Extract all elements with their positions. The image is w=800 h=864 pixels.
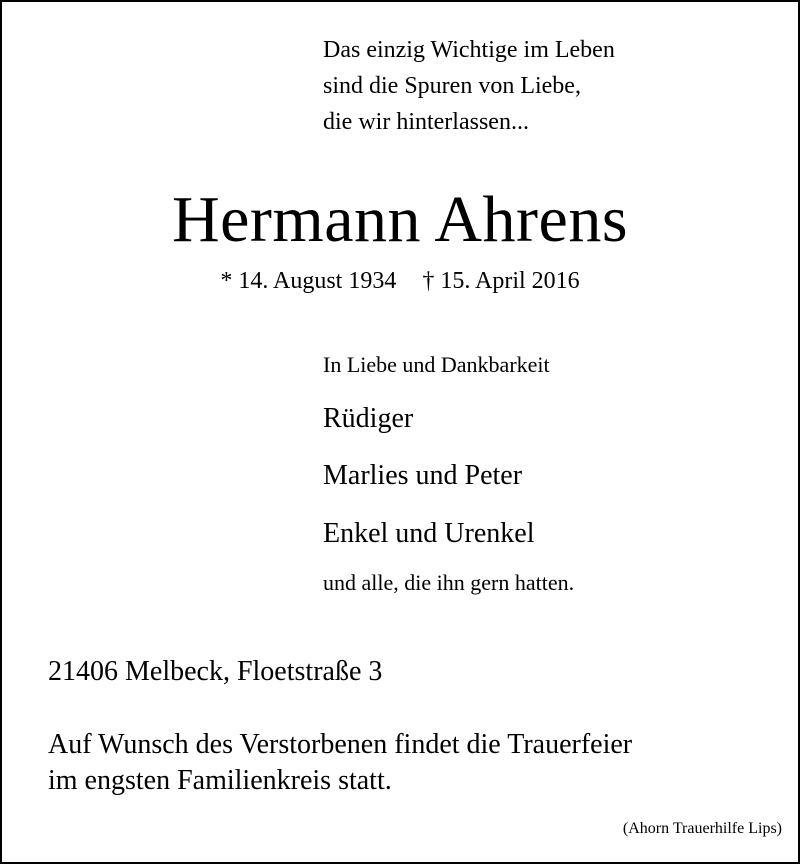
quote-line: die wir hinterlassen...: [323, 109, 529, 135]
notice-line: Auf Wunsch des Verstorbenen findet die Trauerfeier: [48, 729, 633, 760]
deceased-name: Hermann Ahrens: [171, 183, 629, 256]
mourner-name: Enkel und Urenkel: [323, 518, 535, 549]
quote-line: Das einzig Wichtige im Leben: [323, 37, 615, 63]
family-address: 21406 Melbeck, Floetstraße 3: [48, 656, 383, 687]
mourner-name: Marlies und Peter: [323, 460, 523, 491]
dedication-line: In Liebe und Dankbarkeit: [323, 352, 550, 377]
mourner-name: Rüdiger: [323, 403, 414, 434]
death-date: † 15. April 2016: [422, 268, 580, 294]
others-line: und alle, die ihn gern hatten.: [323, 570, 575, 595]
undertaker-credit: (Ahorn Trauerhilfe Lips): [622, 820, 782, 837]
funeral-notice: [48, 727, 632, 799]
birth-date: * 14. August 1934: [220, 268, 397, 294]
quote-line: sind die Spuren von Liebe,: [323, 73, 581, 99]
memorial-quote: [323, 32, 615, 140]
notice-line: im engsten Familienkreis statt.: [48, 765, 392, 796]
life-dates: [2, 265, 798, 297]
